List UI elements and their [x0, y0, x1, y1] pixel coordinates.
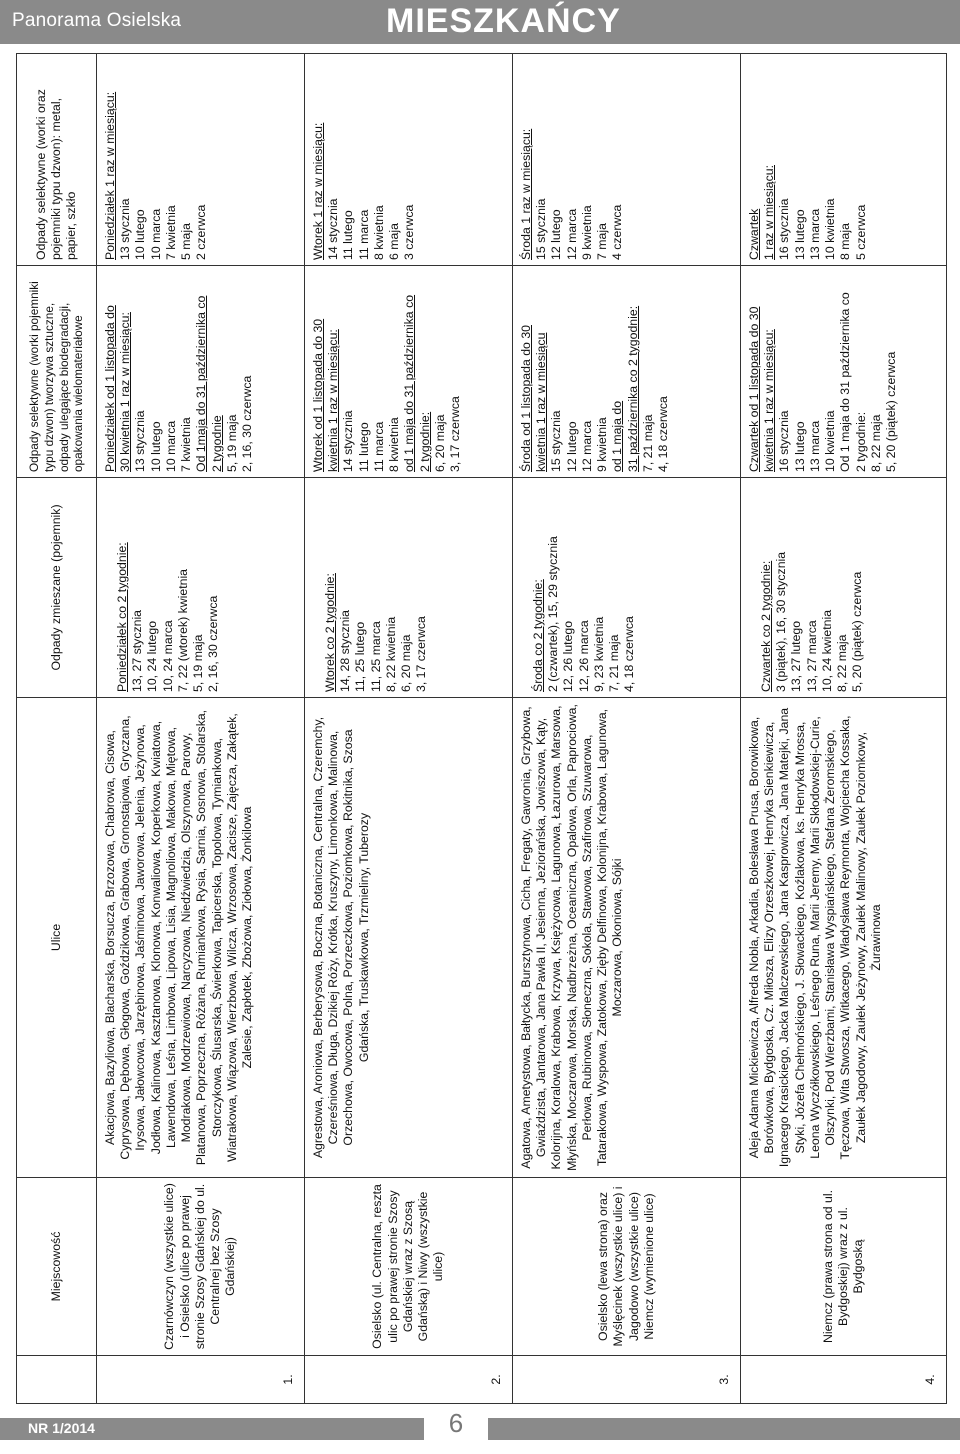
section-title: MIESZKAŃCY [386, 2, 621, 40]
schedule-line: 2 tygodnie: [853, 411, 868, 472]
mixed-waste-schedule [305, 478, 513, 698]
magazine-title: Panorama Osielska [12, 10, 182, 31]
schedule-line: 8, 22 maja [868, 414, 883, 472]
schedule-line: 13, 27 marca [804, 620, 819, 692]
schedule-line: 8 kwietnia [387, 417, 402, 472]
header-glass-waste: Odpady selektywne (worki oraz pojemniki typu dzwon): metal, papier, szkło [17, 54, 97, 266]
schedule-line: 5 maja [179, 223, 194, 260]
schedule-line: 2 tygodnie [209, 415, 224, 472]
schedule-line: 13 marca [807, 208, 822, 260]
schedule-line: 3 czerwca [402, 204, 417, 260]
schedule-line: 12, 26 lutego [561, 620, 576, 692]
schedule-line: Poniedziałek 1 raz w miesiącu: [103, 91, 117, 260]
bio-waste-schedule [513, 266, 741, 478]
glass-waste-schedule [97, 54, 305, 266]
row-number: 3. [513, 1356, 741, 1404]
header-mixed-waste: Odpady zmieszane (pojemnik) [17, 478, 97, 698]
table-row [305, 54, 513, 1404]
schedule-line: 8, 22 maja [835, 634, 850, 692]
schedule-line: 5, 20 (piątek) czerwca [850, 571, 865, 692]
schedule-line: 31 października co 2 tygodnie: [625, 305, 640, 472]
schedule-line: 13 lutego [792, 421, 807, 472]
waste-schedule-table [16, 53, 947, 1404]
bio-waste-schedule [741, 266, 947, 478]
street-list: Akacjowa, Bazyliowa, Blacharska, Borsucza, Brzozowa, Chabrowa, Cisowa, Cyprysowa, Dębowa, Głogowa, Goździkowa, Grabowa, Gronostajowa, Gryczana, Irysowa, Jałowcowa, Jarzębinowa, Jaśminowa, Jaworowa, Jelenia, Jeżynowa, Jodłowa, Kalinowa, Kasztanowa, Klonowa, Konwaliowa, Koperkowa, Kwiatowa, Lawendowa, Leśna, Limbowa, Lipowa, Lisia, Magnoliowa, Makowa, Miętowa, Modrakowa, Modrzewiowa, Narcyzowa, Niedźwiedzia, Olszynowa, Parowy, Platanowa, Poprzeczna, Różana, Rumiankowa, Rysia, Sarnia, Sosnowa, Stolarska, Storczykowa, Ślusarska, Świerkowa, Tapicerska, Topolowa, Tymiankowa, Wiatrakowa, Wiązowa, Wierzbowa, Wilcza, Wrzosowa, Zacisze, Zajęcza, Zakątek, Zalesie, Zapłotek, Zbożowa, Ziołowa, Żonkilowa [97, 698, 305, 1178]
place-name: Osielsko (lewa strona) oraz Myślęcinek (wszystkie ulice) i Jagodowo (wszystkie ulice) Niemcz (wymienione ulice) [513, 1178, 741, 1356]
schedule-line: 16 stycznia [777, 410, 792, 472]
schedule-line: 8 kwietnia [371, 205, 386, 260]
schedule-line: 11 marca [356, 209, 371, 260]
schedule-line: 5, 19 maja [224, 414, 239, 472]
schedule-line: 14 stycznia [341, 410, 356, 472]
schedule-line: 3 (piątek), 16, 30 stycznia [774, 551, 789, 692]
schedule-line: 5, 20 (piątek) czerwca [884, 351, 899, 472]
schedule-line: 10, 24 lutego [145, 620, 160, 692]
schedule-line: 2, 16, 30 czerwca [240, 375, 255, 472]
schedule-line: Środa od 1 listopada do 30 [519, 325, 533, 472]
schedule-line: 9 kwietnia [579, 205, 594, 260]
schedule-line: 9 kwietnia [595, 417, 610, 472]
schedule-line: 13 stycznia [118, 198, 133, 260]
schedule-line: 10 kwietnia [823, 198, 838, 260]
schedule-line: 7 maja [595, 223, 610, 260]
row-number: 2. [305, 1356, 513, 1404]
schedule-line: 4 czerwca [610, 204, 625, 260]
footer-bar-right [488, 1418, 960, 1440]
footer-issue-bar [0, 1418, 424, 1440]
schedule-line: 15 stycznia [549, 410, 564, 472]
schedule-line: 7 kwietnia [163, 205, 178, 260]
schedule-line: 5, 19 maja [191, 634, 206, 692]
schedule-line: 30 kwietnia 1 raz w miesiącu: [118, 312, 133, 472]
place-name: Czarnówczyn (wszystkie ulice) i Osielsko (ulice po prawej stronie Szosy Gdańskiej do ul. Centralnej bez Szosy Gdańskiej) [97, 1178, 305, 1356]
street-list: Aleja Adama Mickiewicza, Alfreda Nobla, Arkadia, Bolesława Prusa, Borowikowa, Borówkowa, Bydgoska, Cz. Miłosza, Elizy Orzeszkowej, Henryka Sienkiewicza, Ignacego Krasickiego, Jacka Malczewskiego, Jana Kasprowicza, Jana Matejki, Jana Styki, Józefa Chełmońskiego, J. Słowackiego, Koźlakowa, ks. Henryka Mrossa, Leona Wyczółkowskiego, Leśnego Runa, Marii Jeremy, Marii Skłodowskiej-Curie, Olszynki, Pod Wierzbami, Stanisława Wyspiańskiego, Stefana Żeromskiego, Tęczowa, Wita Stwosza, Witkacego, Władysława Reymonta, Wojciecha Kossaka, Zaułek Jagodowy, Zaułek Jeżynowy, Zaułek Malinowy, Zaułek Poziomkowy, Żurawinowa [741, 698, 947, 1178]
bio-waste-schedule [305, 266, 513, 478]
schedule-line: 12 lutego [549, 209, 564, 260]
schedule-line: kwietnia 1 raz w miesiącu: [762, 329, 777, 472]
page-header [0, 0, 960, 44]
schedule-line: 3, 17 czerwca [448, 396, 463, 472]
schedule-line: Wtorek od 1 listopada do 30 [311, 318, 325, 472]
schedule-line: Od 1maja do 31 października co [194, 295, 209, 472]
schedule-line: 2, 16, 30 czerwca [206, 595, 221, 692]
issue-number: NR 1/2014 [28, 1420, 95, 1436]
schedule-line: 6 maja [387, 223, 402, 260]
schedule-line: 11, 25 lutego [353, 621, 368, 692]
mixed-waste-schedule [741, 478, 947, 698]
header-number [17, 1356, 97, 1404]
header-row [17, 54, 97, 1404]
table-row [741, 54, 947, 1404]
schedule-line: 13 stycznia [133, 410, 148, 472]
mixed-waste-schedule [513, 478, 741, 698]
schedule-line: od 1 maja do 31 października co [402, 294, 417, 472]
schedule-line: 2 tygodnie: [417, 411, 432, 472]
schedule-line: 10 lutego [148, 421, 163, 472]
schedule-line: 13 lutego [792, 209, 807, 260]
schedule-table-wrapper [16, 54, 946, 1404]
schedule-line: od 1 maja do [610, 400, 625, 472]
schedule-line: 9, 23 kwietnia [591, 616, 606, 692]
row-number: 1. [97, 1356, 305, 1404]
table-row [97, 54, 305, 1404]
glass-waste-schedule [305, 54, 513, 266]
schedule-line: 11 lutego [356, 422, 371, 472]
schedule-line: 5 czerwca [853, 204, 868, 260]
page-number: 6 [448, 1408, 464, 1438]
schedule-line: 7, 22 (wtorek) kwietnia [175, 568, 190, 692]
schedule-line: 4, 18 czerwca [622, 616, 637, 692]
place-name: Niemcz (prawa strona od ul. Bydgoskiej) wraz z ul. Bydgoską [741, 1178, 947, 1356]
schedule-line: 10 marca [148, 208, 163, 260]
street-list: Agrestowa, Aroniowa, Berberysowa, Boczna, Botaniczna, Centralna, Czeremchy, Czereśniowa, Długa, Dzikiej Róży, Krótka, Kruszyny, Limonkowa, Malinowa, Orzechowa, Owocowa, Polna, Porzeczkowa, Poziomkowa, Rokitnika, Szosa Gdańska, Truskawkowa, Trzmieliny, Tuberozy [305, 698, 513, 1178]
glass-waste-schedule [513, 54, 741, 266]
schedule-line: Wtorek co 2 tygodnie: [323, 573, 337, 692]
schedule-line: 15 stycznia [534, 198, 549, 260]
schedule-line: 12 lutego [564, 421, 579, 472]
place-name: Osielsko (ul. Centralna, reszta ulic po prawej stronie Szosy Gdańskiej wraz z Szosą Gdańską) i Niwy (wszystkie ulice) [305, 1178, 513, 1356]
schedule-line: 1 raz w miesiącu: [762, 165, 777, 260]
schedule-line: 11 marca [371, 421, 386, 472]
schedule-line: Poniedziałek od 1 listopada do [103, 305, 117, 472]
schedule-line: 10 kwietnia [823, 410, 838, 472]
schedule-line: 7 kwietnia [179, 417, 194, 472]
schedule-line: 12 marca [579, 420, 594, 472]
schedule-line: Poniedziałek co 2 tygodnie: [115, 542, 129, 692]
schedule-line: kwietnia 1 raz w miesiącu [534, 332, 549, 472]
schedule-line: 12, 26 marca [576, 620, 591, 692]
schedule-line: Wtorek 1 raz w miesiącu: [311, 122, 325, 260]
schedule-line: 8 maja [838, 223, 853, 260]
street-list: Agatowa, Ametystowa, Bałtycka, Bursztynowa, Cicha, Fregaty, Gawronia, Grzybowa, Gwiaździsta, Jantarowa, Jana Pawła II, Jesienna, Jeziorańska, Jowiszowa, Kąty, Kolorijna, Koralowa, Krabowa, Krzywa, Księżycowa, Lagunowa, Łazurowa, Marsowa, Młyńska, Moczarowa, Morska, Nadbrzeżna, Oceaniczna, Opalowa, Orla, Paprociowa, Perłowa, Rubinowa, Słoneczna, Sokola, Stawowa, Szafirowa, Szuwarowa, Tatarakowa, Wyspowa, Zatokowa, Zięby Delfinowa, Kolonijna, Krabowa, Lagunowa, Moczarowa, Okoniowa, Sójki [513, 698, 741, 1178]
schedule-line: 10 marca [163, 420, 178, 472]
schedule-line: 7, 21 maja [640, 414, 655, 472]
header-streets: Ulice [17, 698, 97, 1178]
bio-waste-schedule [97, 266, 305, 478]
schedule-line: 3, 17 czerwca [414, 616, 429, 692]
row-number: 4. [741, 1356, 947, 1404]
schedule-line: Środa 1 raz w miesiącu: [519, 128, 533, 260]
schedule-line: Czwartek [747, 208, 761, 260]
glass-waste-schedule [741, 54, 947, 266]
schedule-line: 2 (czwartek), 15, 29 stycznia [546, 536, 561, 692]
header-bio-waste: Odpady selektywne (worki pojemniki typu dzwon) tworzywa sztuczne, odpady ulegające biodegradacji, opakowania wielomateriałowe [17, 266, 97, 478]
schedule-line: 13 marca [807, 420, 822, 472]
schedule-line: Czwartek co 2 tygodnie: [759, 560, 773, 692]
table-row [513, 54, 741, 1404]
schedule-line: 13, 27 stycznia [130, 609, 145, 692]
header-place: Miejscowość [17, 1178, 97, 1356]
schedule-line: 7, 21 maja [607, 634, 622, 692]
schedule-line: 12 marca [564, 208, 579, 260]
schedule-line: 10, 24 kwietnia [819, 609, 834, 692]
schedule-line: Czwartek od 1 listopada do 30 [747, 306, 761, 472]
schedule-line: Środa co 2 tygodnie: [531, 579, 545, 692]
schedule-line: kwietnia 1 raz w miesiącu: [326, 329, 341, 472]
schedule-line: 6, 20 maja [432, 414, 447, 472]
schedule-line: 10 lutego [133, 209, 148, 260]
schedule-line: 2 czerwca [194, 204, 209, 260]
schedule-line: Od 1 maja do 31 października co [838, 292, 853, 472]
schedule-line: 4, 18 czerwca [656, 396, 671, 472]
schedule-line: 11, 25 marca [368, 621, 383, 692]
schedule-line: 8, 22 kwietnia [383, 616, 398, 692]
schedule-line: 13, 27 lutego [789, 620, 804, 692]
schedule-line: 14, 28 stycznia [338, 609, 353, 692]
schedule-line: 11 lutego [341, 210, 356, 260]
schedule-line: 14 stycznia [326, 198, 341, 260]
mixed-waste-schedule [97, 478, 305, 698]
schedule-line: 16 stycznia [777, 198, 792, 260]
schedule-line: 10, 24 marca [160, 620, 175, 692]
schedule-line: 6, 20 maja [399, 634, 414, 692]
